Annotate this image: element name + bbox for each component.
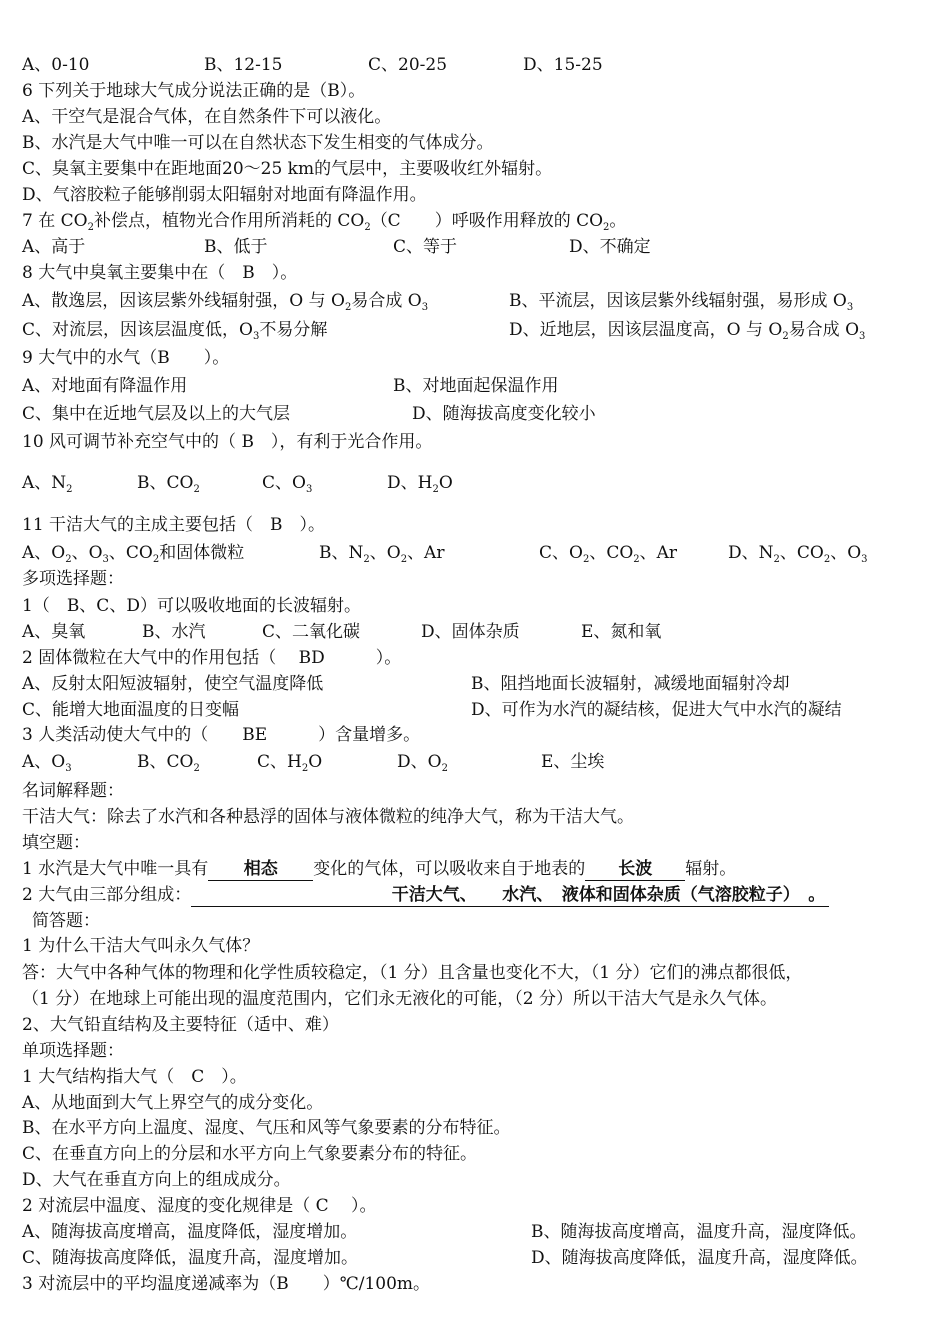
section2-heading: 单项选择题： — [22, 1041, 124, 1061]
m3-option-b: B、$CO_2$ — [137, 752, 200, 774]
term-definition: 干洁大气：除去了水汽和各种悬浮的固体与液体微粒的纯净大气，称为干洁大气。 — [22, 807, 634, 827]
q8-stem: 8 大气中臭氧主要集中在（ B ）。 — [22, 263, 298, 283]
m3-option-d: D、$O_2$ — [397, 752, 448, 774]
fill-q2: 2 大气由三部分组成： 干洁大气、 水汽、 液体和固体杂质（气溶胶粒子） 。 — [22, 884, 829, 907]
q11-option-b: B、$N_2$、$O_2$、Ar — [319, 543, 445, 565]
q7-stem: 7 在 $CO_2$补偿点，植物光合作用所消耗的 $CO_2(C$ ）呼吸作用释放的 $CO_2$。 — [22, 211, 627, 233]
m1-option-d: D、固体杂质 — [421, 622, 520, 642]
s1-option-a: A、从地面到大气上界空气的成分变化。 — [22, 1093, 324, 1113]
m3-option-a: A、$O_3$ — [22, 752, 72, 774]
m2-option-a: A、反射太阳短波辐射，使空气温度降低 — [22, 674, 324, 694]
q9-stem: 9 大气中的水气（B ）。 — [22, 348, 230, 368]
s2-option-a: A、随海拔高度增高，温度降低，湿度增加。 — [22, 1222, 358, 1242]
q11-stem: 11 干洁大气的主成主要包括（ B ）。 — [22, 515, 326, 535]
q9-option-c: C、集中在近地气层及以上的大气层 — [22, 404, 291, 424]
q8-option-d: D、近地层，因该层温度高，O 与 $O_2$易合成 $O_3$ — [509, 320, 866, 342]
fill-blank-2: 长波 — [585, 858, 685, 881]
fill-heading: 填空题： — [22, 833, 90, 853]
q6-option-c: C、臭氧主要集中在距地面20～25 km的气层中，主要吸收红外辐射。 — [22, 159, 553, 179]
s1-option-b: B、在水平方向上温度、湿度、气压和风等气象要素的分布特征。 — [22, 1118, 511, 1138]
s2-option-d: D、随海拔高度降低，温度升高，湿度降低。 — [531, 1248, 868, 1268]
q10-option-d: D、$H_2O$ — [387, 473, 453, 495]
q8-option-c: C、对流层，因该层温度低，$O_3$不易分解 — [22, 320, 328, 342]
term-heading: 名词解释题： — [22, 781, 124, 801]
m3-stem: 3 人类活动使大气中的（ BE ）含量增多。 — [22, 725, 421, 745]
q7-option-d: D、不确定 — [569, 237, 651, 257]
m1-option-e: E、氮和氧 — [581, 622, 662, 642]
q6-stem: 6 下列关于地球大气成分说法正确的是（B）。 — [22, 81, 366, 101]
m2-option-d: D、可作为水汽的凝结核，促进大气中水汽的凝结 — [471, 700, 842, 720]
short-a1-line2: （1 分）在地球上可能出现的温度范围内，它们永无液化的可能，（2 分）所以干洁大气是永久气体。 — [22, 989, 777, 1009]
q10-option-a: A、$N_2$ — [22, 473, 73, 495]
m1-option-a: A、臭氧 — [22, 622, 86, 642]
m1-option-b: B、水汽 — [142, 622, 206, 642]
q7-option-b: B、低于 — [204, 237, 268, 257]
q5-option-a: A、0-10 — [22, 55, 90, 75]
q9-option-a: A、对地面有降温作用 — [22, 376, 188, 396]
q6-option-b: B、水汽是大气中唯一可以在自然状态下发生相变的气体成分。 — [22, 133, 494, 153]
q8-option-b: B、平流层，因该层紫外线辐射强，易形成 $O_3$ — [509, 291, 854, 313]
fill-blank-3: 干洁大气、 水汽、 液体和固体杂质（气溶胶粒子） 。 — [191, 884, 829, 907]
s2-option-b: B、随海拔高度增高，温度升高，湿度降低。 — [531, 1222, 867, 1242]
q10-stem: 10 风可调节补充空气中的（ B ），有利于光合作用。 — [22, 432, 433, 452]
q5-option-d: D、15-25 — [523, 55, 603, 75]
q10-option-c: C、$O_3$ — [262, 473, 313, 495]
q11-option-d: D、$N_2$、$CO_2$、$O_3$ — [728, 543, 868, 565]
q5-option-b: B、12-15 — [204, 55, 283, 75]
s2-stem: 2 对流层中温度、湿度的变化规律是（ C ）。 — [22, 1196, 377, 1216]
q11-option-c: C、$O_2$、$CO_2$、Ar — [539, 543, 678, 565]
section2-title: 2、大气铅直结构及主要特征（适中、难） — [22, 1015, 339, 1035]
q8-option-a: A、散逸层，因该层紫外线辐射强，O 与 $O_2$易合成 $O_3$ — [22, 291, 429, 313]
q7-option-c: C、等于 — [393, 237, 458, 257]
m1-option-c: C、二氧化碳 — [262, 622, 361, 642]
q9-option-b: B、对地面起保温作用 — [393, 376, 559, 396]
short-answer-heading: 简答题： — [32, 911, 100, 931]
q9-option-d: D、随海拔高度变化较小 — [412, 404, 596, 424]
s2-option-c: C、随海拔高度降低，温度升高，湿度增加。 — [22, 1248, 359, 1268]
s1-stem: 1 大气结构指大气（ C ）。 — [22, 1067, 247, 1087]
s1-option-d: D、大气在垂直方向上的组成成分。 — [22, 1170, 291, 1190]
s1-option-c: C、在垂直方向上的分层和水平方向上气象要素分布的特征。 — [22, 1144, 478, 1164]
q7-option-a: A、高于 — [22, 237, 86, 257]
m3-option-c: C、$H_2O$ — [257, 752, 323, 774]
q6-option-d: D、气溶胶粒子能够削弱太阳辐射对地面有降温作用。 — [22, 185, 427, 205]
s3-stem: 3 对流层中的平均温度递减率为（B ）℃/100m。 — [22, 1274, 431, 1294]
m3-option-e: E、尘埃 — [541, 752, 605, 772]
short-a1-line1: 答：大气中各种气体的物理和化学性质较稳定，（1 分）且含量也变化不大，（1 分）它们的沸点都很低， — [22, 963, 803, 983]
fill-q1: 1 水汽是大气中唯一具有 相态 变化的气体，可以吸收来自于地表的 长波 辐射。 — [22, 859, 737, 879]
q5-option-c: C、20-25 — [368, 55, 448, 75]
m2-option-c: C、能增大地面温度的日变幅 — [22, 700, 240, 720]
m2-stem: 2 固体微粒在大气中的作用包括（ BD ）。 — [22, 648, 402, 668]
m1-stem: 1（ B、C、D）可以吸收地面的长波辐射。 — [22, 596, 361, 616]
fill-blank-1: 相态 — [208, 858, 313, 881]
q10-option-b: B、$CO_2$ — [137, 473, 200, 495]
multi-choice-heading: 多项选择题： — [22, 569, 124, 589]
q11-option-a: A、$O_2$、$O_3$、$CO_2$和固体微粒 — [22, 543, 245, 565]
m2-option-b: B、阻挡地面长波辐射，减缓地面辐射冷却 — [471, 674, 790, 694]
short-q1: 1 为什么干洁大气叫永久气体？ — [22, 936, 260, 956]
q6-option-a: A、干空气是混合气体，在自然条件下可以液化。 — [22, 107, 392, 127]
